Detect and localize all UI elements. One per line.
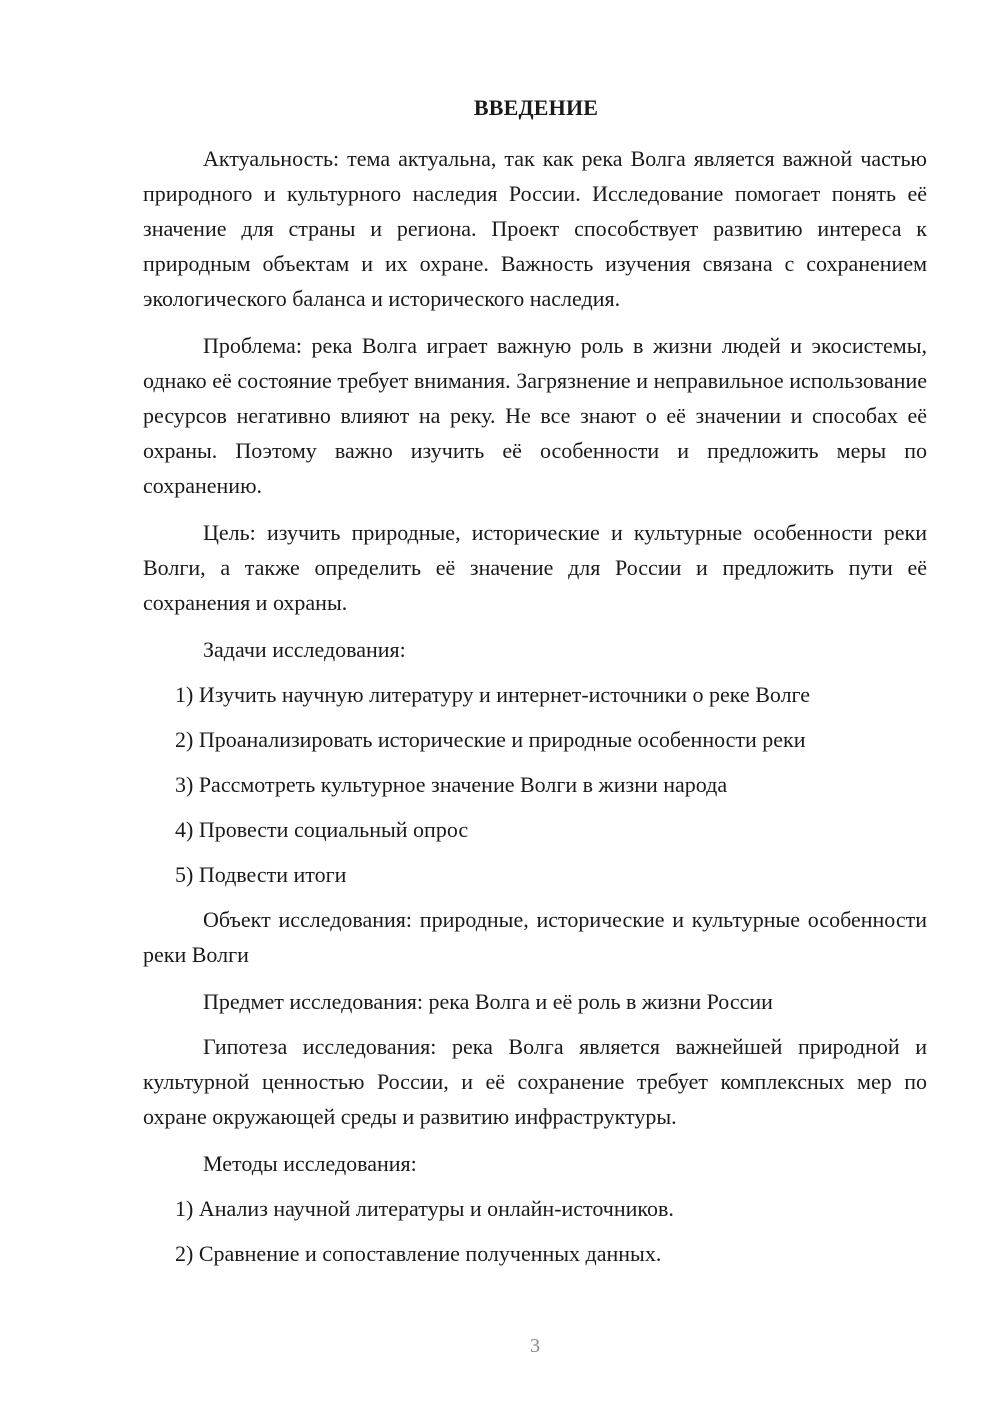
list-item: 5) Подвести итоги: [175, 862, 347, 887]
goal-paragraph: Цель: изучить природные, исторические и культурные особенности реки Волги, а также определить её значение для России и предложить пути её сохранения и охраны.: [143, 520, 927, 615]
methods-list: [143, 1191, 927, 1271]
list-item: 1) Анализ научной литературы и онлайн-источников.: [175, 1196, 674, 1221]
list-item: 2) Проанализировать исторические и природные особенности реки: [175, 727, 806, 752]
hypothesis-paragraph: Гипотеза исследования: река Волга является важнейшей природной и культурной ценностью России, и её сохранение требует комплексных мер по охране окружающей среды и развитию инфраструктуры.: [143, 1034, 927, 1129]
list-item: 4) Провести социальный опрос: [175, 817, 469, 842]
list-item: 1) Изучить научную литературу и интернет-источники о реке Волге: [175, 682, 811, 707]
subject-paragraph: Предмет исследования: река Волга и её роль в жизни России: [203, 989, 773, 1014]
list-item: 2) Сравнение и сопоставление полученных данных.: [175, 1241, 662, 1266]
relevance-paragraph: Актуальность: тема актуальна, так как река Волга является важной частью природного и культурного наследия России. Исследование помогает понять её значение для страны и региона. Проект способствует развитию интереса к природным объектам и их охране. Важность изучения связана с сохранением экологического баланса и исторического наследия.: [143, 146, 927, 311]
tasks-list: [143, 677, 927, 892]
document-body: [143, 141, 927, 1281]
problem-paragraph: Проблема: река Волга играет важную роль в жизни людей и экосистемы, однако её состояние требует внимания. Загрязнение и неправильное использование ресурсов негативно влияют на реку. Не все знают о её значении и способах её охраны. Поэтому важно изучить её особенности и предложить меры по сохранению.: [143, 333, 927, 498]
methods-title: Методы исследования:: [203, 1151, 417, 1176]
object-paragraph: Объект исследования: природные, исторические и культурные особенности реки Волги: [143, 907, 927, 967]
page-number: 3: [530, 1335, 540, 1357]
list-item: 3) Рассмотреть культурное значение Волги в жизни народа: [175, 772, 728, 797]
section-heading: ВВЕДЕНИЕ: [473, 95, 599, 120]
tasks-title: Задачи исследования:: [203, 637, 406, 662]
